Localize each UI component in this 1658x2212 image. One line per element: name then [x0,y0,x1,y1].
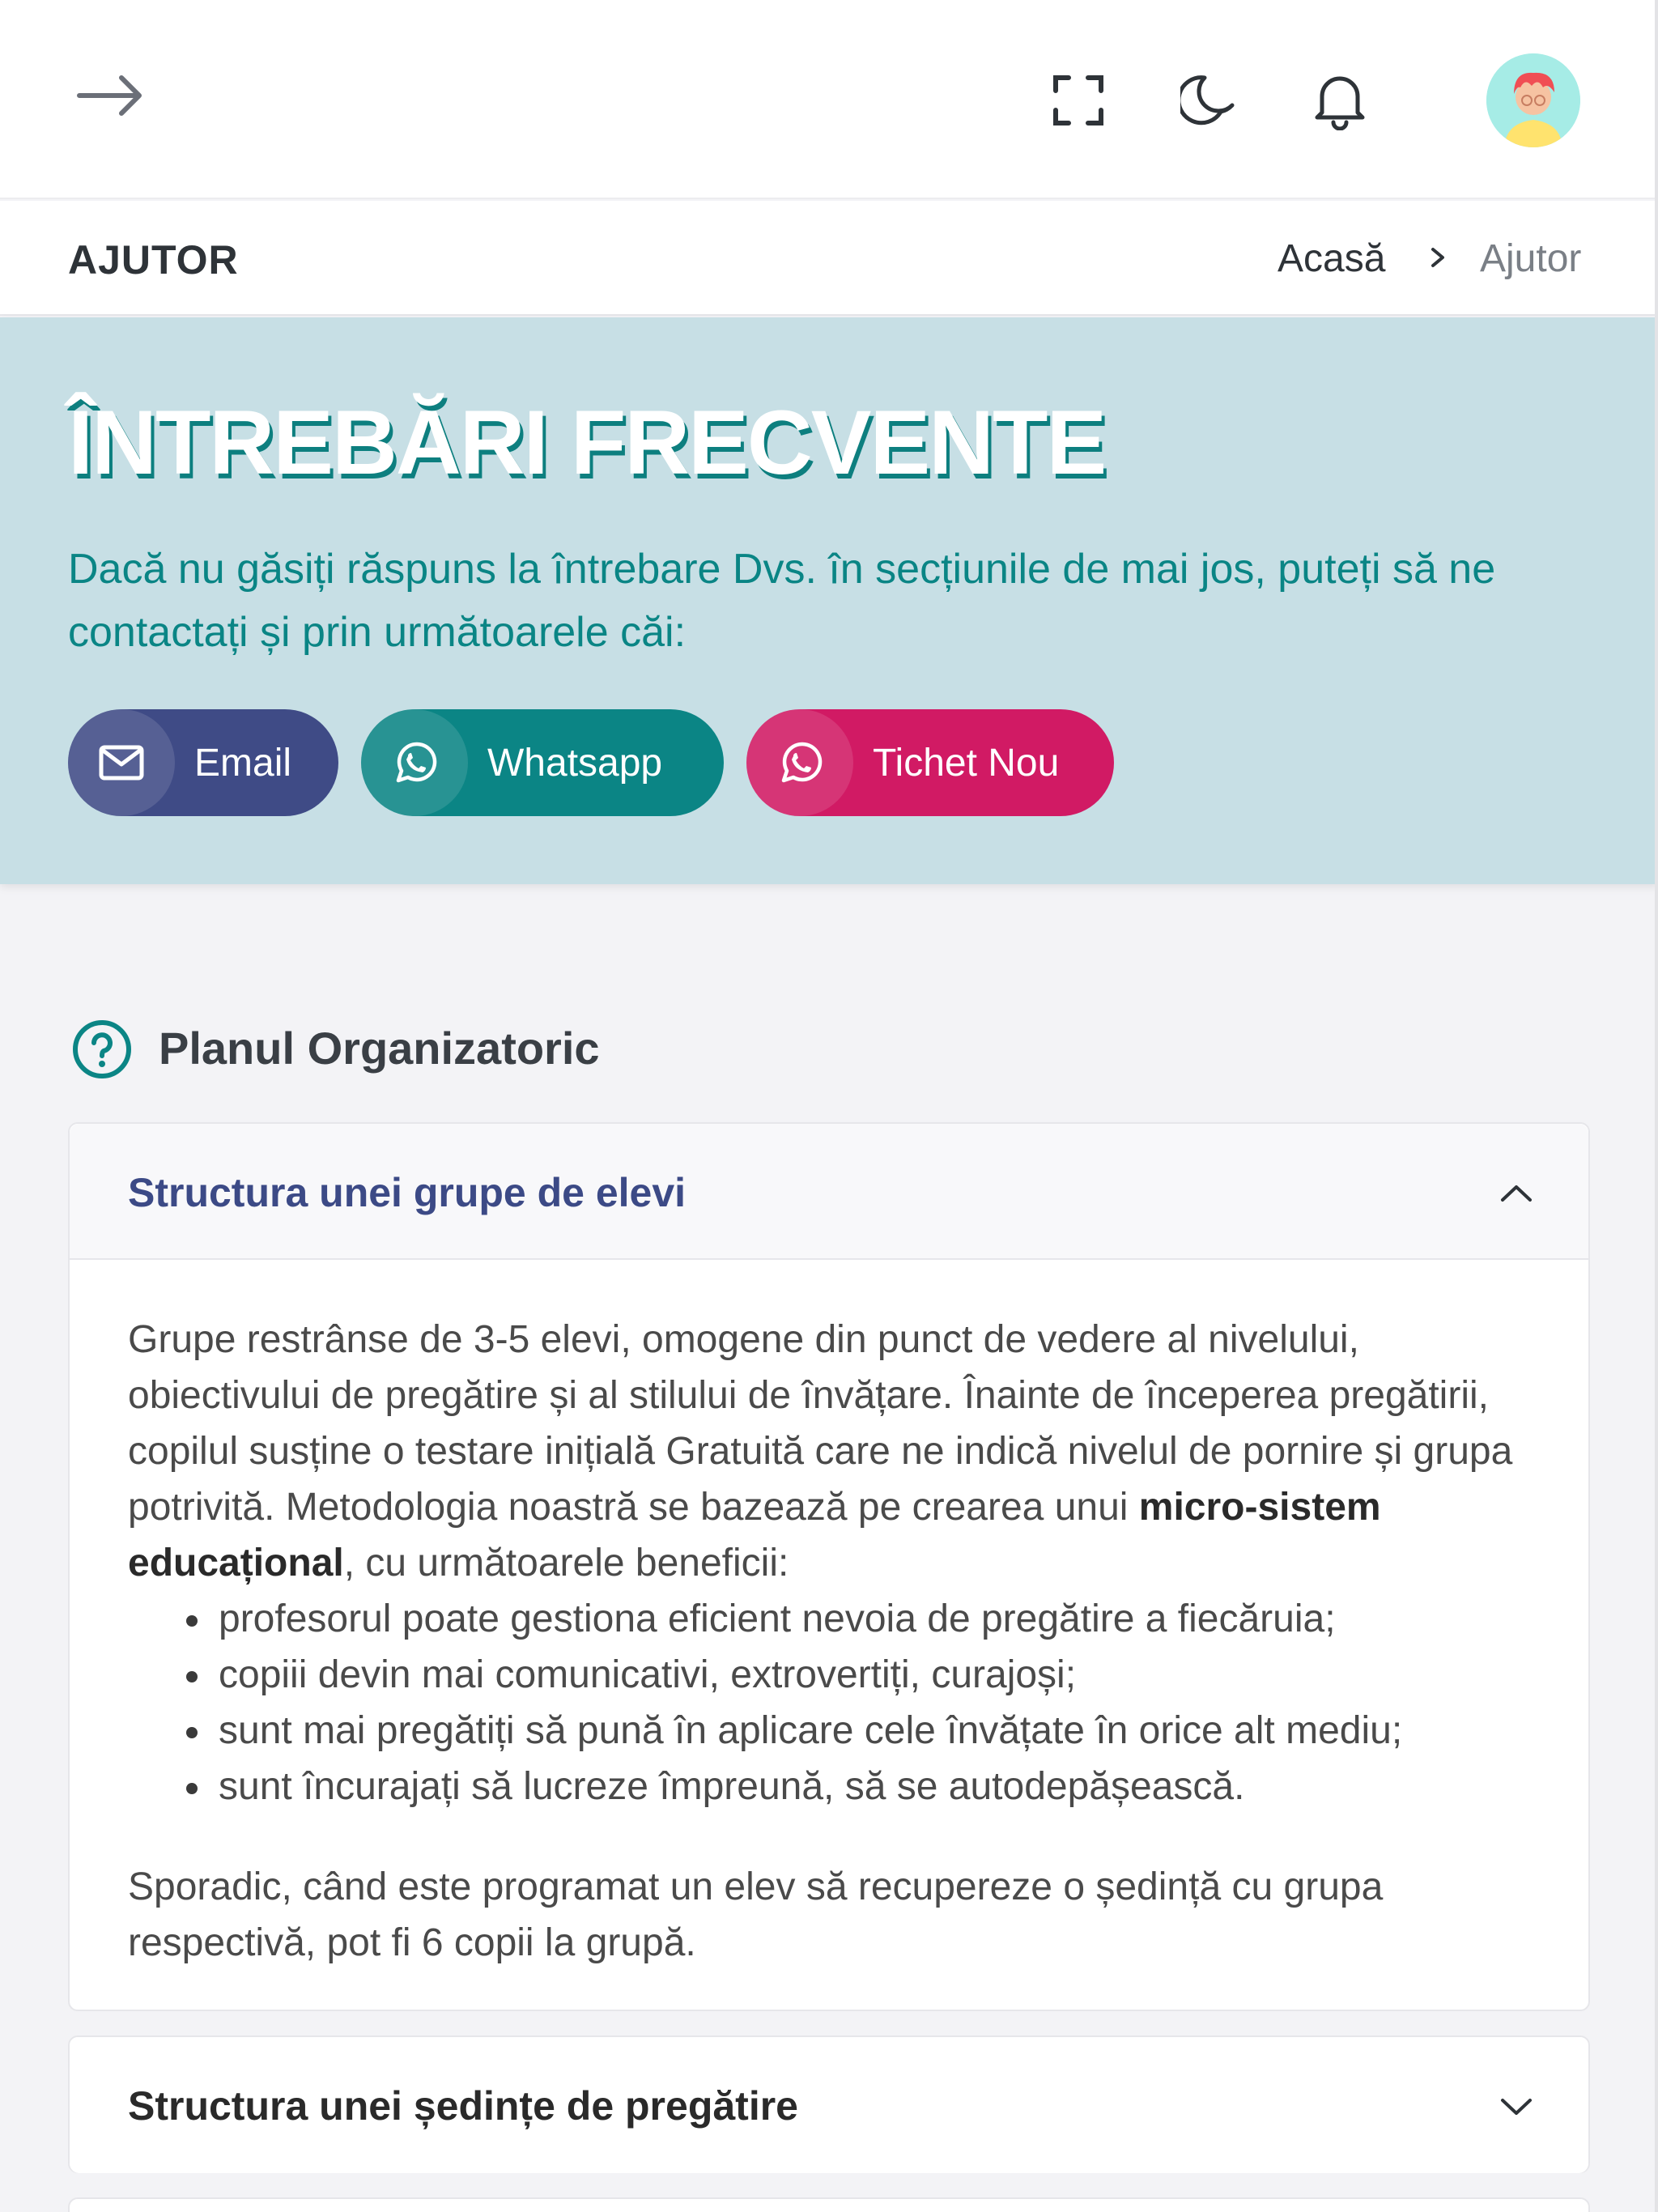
section-title: Planul Organizatoric [159,1023,600,1074]
list-item: sunt încurajați să lucreze împreună, să se autodepășească. [160,1759,1553,1814]
breadcrumb-home-link[interactable]: Acasă [1278,237,1386,280]
accordion-content [128,1312,1553,1971]
content-bold-term: micro-sistem educațional [128,1486,1381,1585]
new-ticket-button-label: Tichet Nou [873,741,1060,785]
hero-title: ÎNTREBĂRI FRECVENTE [68,392,1106,493]
accordion-title: Structura unei grupe de elevi [128,1170,687,1215]
whatsapp-icon [746,709,853,816]
avatar[interactable] [1486,53,1580,147]
moon-icon[interactable] [1175,66,1244,134]
breadcrumb-current: Ajutor [1480,237,1582,280]
email-button[interactable] [68,709,338,816]
chevron-up-icon [1496,1172,1537,1213]
page-title: AJUTOR [68,237,239,283]
whatsapp-button[interactable] [361,709,724,816]
hero-subtitle: Dacă nu găsiți răspuns la întrebare Dvs. în secțiunile de mai jos, puteți să ne contactați și prin următoarele căi: [68,546,1496,656]
top-bar [0,0,1658,199]
content-outro: Sporadic, când este programat un elev să recupereze o ședință cu grupa respectivă, pot fi 6 copii la grupă. [128,1865,1384,1964]
list-item: sunt mai pregătiți să pună în aplicare cele învățate în orice alt mediu; [160,1703,1553,1759]
new-ticket-button[interactable] [746,709,1114,816]
whatsapp-button-label: Whatsapp [487,741,663,785]
breadcrumb-bar [0,201,1658,316]
question-circle-icon [71,1019,133,1080]
fullscreen-icon[interactable] [1044,66,1112,134]
accordion-item[interactable] [68,2197,1590,2212]
bell-icon[interactable] [1305,65,1375,134]
whatsapp-icon [361,709,468,816]
content-intro: Grupe restrânse de 3-5 elevi, omogene din punct de vedere al nivelului, obiectivului de pregătire și al stilului de învățare. Înainte de începerea pregătirii, copilul susține o testare inițială Gratuită care ne indică nivelul de pornire și grupa potrivită. Metodologia noastră se bazează pe crearea unui [128,1318,1513,1529]
list-item: copiii devin mai comunicativi, extrovertiți, curajoși; [160,1647,1553,1703]
mail-icon [68,709,175,816]
content-after-bold: , cu următoarele beneficii: [343,1542,789,1585]
benefits-list [160,1591,1553,1814]
accordion-item [68,1122,1590,2011]
arrow-right-icon[interactable] [71,65,149,126]
accordion-item [68,2035,1590,2173]
list-item: profesorul poate gestiona eficient nevoia de pregătire a fiecăruia; [160,1591,1553,1647]
scrollbar-track[interactable] [1655,0,1658,2212]
chevron-right-icon [1423,240,1452,275]
content-paragraph [128,1312,1553,1591]
accordion-title: Structura unei ședințe de pregătire [128,2083,798,2129]
accordion-header[interactable] [70,2037,1588,2173]
chevron-down-icon [1496,2086,1537,2126]
email-button-label: Email [194,741,292,785]
accordion-header[interactable] [70,1124,1588,1260]
